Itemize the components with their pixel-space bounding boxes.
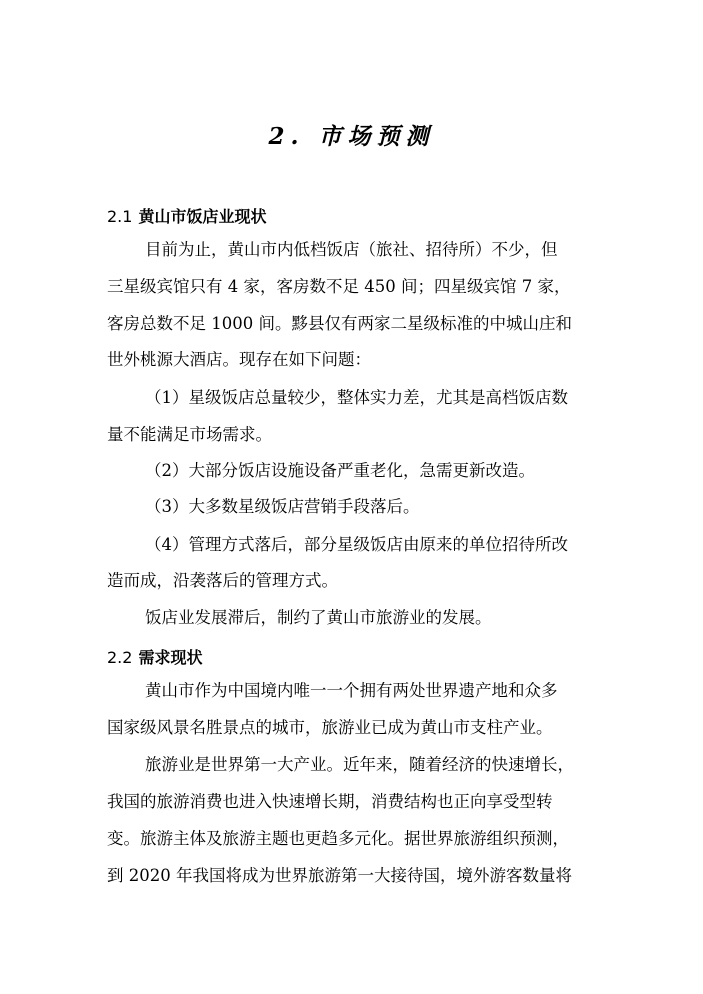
paragraph-line: 世外桃源大酒店。现存在如下问题： [107,350,371,369]
list-item-line: 造而成，沿袭落后的管理方式。 [107,571,338,590]
paragraph-line: 饭店业发展滞后，制约了黄山市旅游业的发展。 [145,608,492,627]
paragraph-line: 到 2020 年我国将成为世界旅游第一大接待国，境外游客数量将 [107,866,572,885]
page-title: 2. 市场预测 [268,123,435,150]
paragraph-line: 变。旅游主体及旅游主题也更趋多元化。据世界旅游组织预测， [107,829,569,848]
paragraph-line: 国家级风景名胜景点的城市，旅游业已成为黄山市支柱产业。 [107,718,553,737]
section-heading-2-2 [107,645,202,668]
paragraph-line: 旅游业是世界第一大产业。近年来，随着经济的快速增长， [145,755,574,774]
paragraph-line: 黄山市作为中国境内唯一一个拥有两处世界遗产地和众多 [145,681,558,700]
list-item-line: （4）管理方式落后，部分星级饭店由原来的单位招待所改 [145,535,568,554]
section-number: 2.2 [107,648,133,667]
paragraph-line: 我国的旅游消费也进入快速增长期，消费结构也正向享受型转 [107,792,553,811]
section-title: 需求现状 [138,648,203,667]
paragraph-line: 三星级宾馆只有 4 家，客房数不足 450 间；四星级宾馆 7 家， [107,277,571,296]
section-number: 2.1 [107,207,133,226]
list-item-line: 量不能满足市场需求。 [107,425,272,444]
paragraph-line: 客房总数不足 1000 间。黟县仅有两家二星级标准的中城山庄和 [107,314,572,333]
section-title: 黄山市饭店业现状 [138,207,267,226]
list-item-line: （3）大多数星级饭店营销手段落后。 [145,497,420,516]
list-item-line: （1）星级饭店总量较少，整体实力差，尤其是高档饭店数 [145,388,568,407]
section-heading-2-1 [107,204,266,227]
paragraph-line: 目前为止，黄山市内低档饭店（旅社、招待所）不少，但 [145,240,558,259]
list-item-line: （2）大部分饭店设施设备严重老化，急需更新改造。 [145,461,535,480]
